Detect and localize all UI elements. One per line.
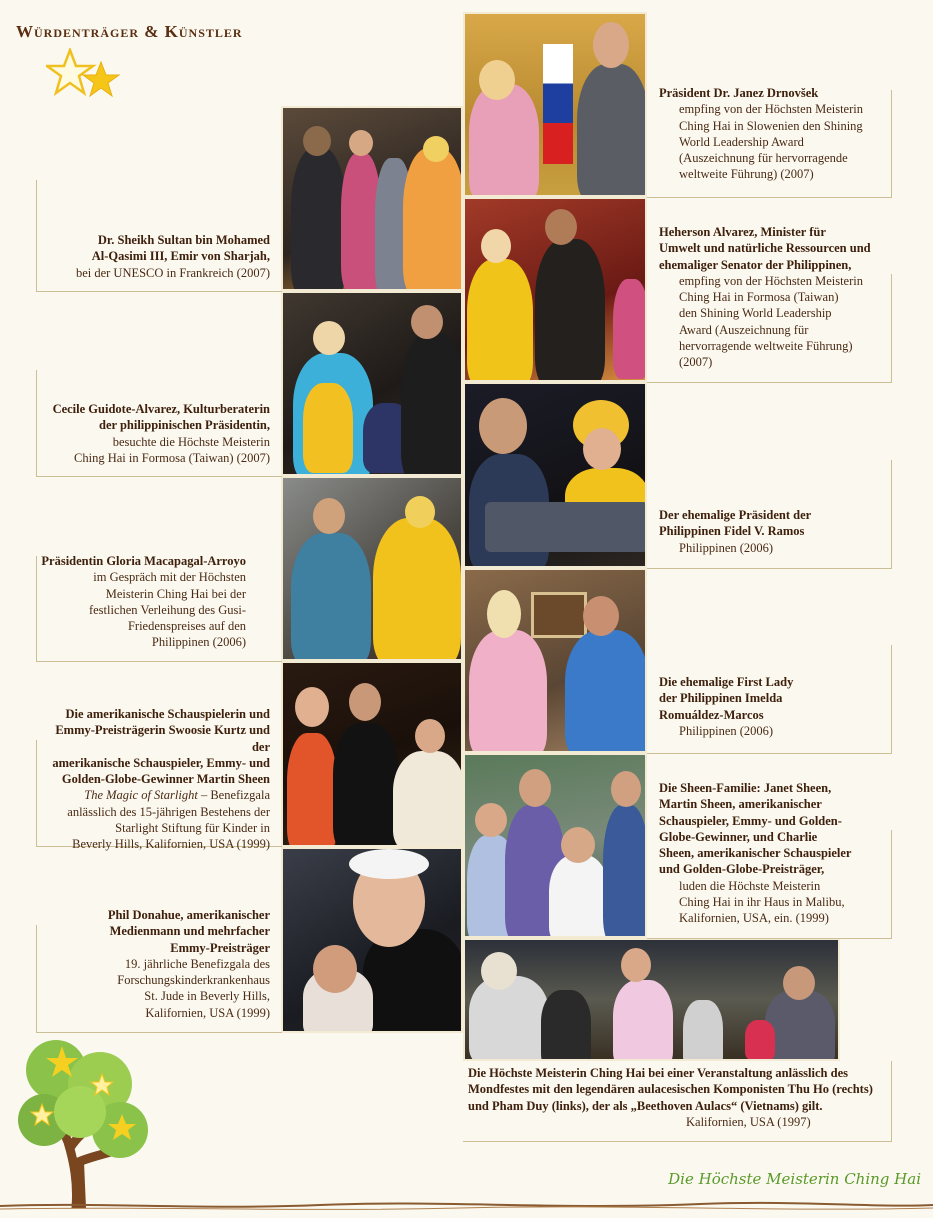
caption-name: der Philippinen Imelda [659,691,783,706]
caption-name: Präsidentin Gloria Macapagal-Arroyo [41,554,246,568]
caption-name: Der ehemalige Präsident der [659,508,812,522]
caption-phil-donahue [40,907,270,1021]
caption-desc: Philippinen (2006) [151,635,246,650]
caption-name: Phil Donahue, amerikanischer [107,908,270,922]
caption-name: Romuáldez-Marcos [659,707,764,722]
caption-name: Martin Sheen, amerikanischer [659,797,822,812]
caption-moon-festival [468,1065,883,1130]
caption-name: amerikanische Schauspieler, Emmy- und [52,755,270,770]
caption-desc: Philippinen (2006) [679,723,774,738]
caption-desc: Forschungskinderkrankenhaus [117,973,270,988]
caption-desc: hervorragende weltweite Führung) [679,339,853,354]
photo-heherson-alvarez [463,197,647,382]
caption-desc: festlichen Verleihung des Gusi- [88,602,246,617]
caption-name: Die ehemalige First Lady [659,675,794,689]
caption-name: Dr. Sheikh Sultan bin Mohamed [97,233,270,247]
caption-desc: Award (Auszeichnung für [679,322,809,337]
caption-name: und Golden-Globe-Preisträger, [659,862,825,877]
caption-name: Medienmann und mehrfacher [109,924,270,939]
photo-sheen-family [463,753,647,938]
caption-janez-drnovsek [659,85,884,183]
photo-sheikh-sultan [281,106,463,291]
ground-line [0,1196,933,1218]
caption-desc: Philippinen (2006) [679,540,774,555]
caption-desc: 19. jährliche Benefizgala des [124,956,270,971]
signature: Die Höchste Meisterin Ching Hai [668,1170,921,1188]
photo-phil-donahue [281,847,463,1033]
caption-name: und Pham Duy (links), der als „Beethoven Aulacs“ (Vietnams) gilt. [468,1098,823,1113]
caption-name: Cecile Guidote-Alvarez, Kulturberaterin [52,402,270,416]
photo-cecile-guidote [281,291,463,476]
caption-heherson-alvarez [659,224,884,371]
caption-sheikh-sultan [40,232,270,281]
caption-desc: St. Jude in Beverly Hills, [144,989,270,1004]
caption-name: Die amerikanische Schauspielerin und [65,707,270,721]
caption-name: Golden-Globe-Gewinner Martin Sheen [61,772,270,787]
caption-desc: Ching Hai in Formosa (Taiwan) [679,290,839,305]
photo-imelda-marcos [463,568,647,753]
caption-desc-suffix: – Benefizgala [197,788,270,803]
photo-moon-festival [463,938,840,1061]
caption-name: Mondfestes mit den legendären aulacesischen Komponisten Thu Ho (rechts) [468,1082,873,1097]
caption-name: ehemaliger Senator der Philippinen, [659,257,852,272]
caption-desc: Beverly Hills, Kalifornien, USA (1999) [72,837,270,852]
caption-desc: Ching Hai in Slowenien den Shining [679,118,863,133]
caption-desc: Starlight Stiftung für Kinder in [115,821,270,836]
photo-gloria-arroyo [281,476,463,661]
caption-desc: (2007) [679,355,713,370]
caption-name: Globe-Gewinner, und Charlie [659,829,818,844]
photo-janez-drnovsek [463,12,647,197]
caption-desc: empfing von der Höchsten Meisterin [679,273,863,288]
caption-name: Die Höchste Meisterin Ching Hai bei einer Veranstaltung anlässlich des [468,1066,848,1080]
caption-name: Philippinen Fidel V. Ramos [659,524,805,539]
caption-desc: Friedenspreises auf den [127,619,246,634]
caption-desc: Ching Hai in ihr Haus in Malibu, [679,895,845,910]
caption-desc: World Leadership Award [679,134,804,149]
caption-desc: anlässlich des 15-jährigen Bestehens der [67,804,270,819]
caption-sheen-family [659,780,884,927]
caption-name: Umwelt und natürliche Ressourcen und [659,241,871,256]
caption-desc: luden die Höchste Meisterin [679,878,821,893]
caption-desc: weltweite Führung) (2007) [679,167,814,182]
caption-desc: im Gespräch mit der Höchsten [93,570,246,585]
caption-fidel-ramos [659,507,884,556]
caption-name: der philippinischen Präsidentin, [99,418,270,433]
star-icon [46,48,122,98]
caption-desc: Kalifornien, USA (1997) [686,1114,811,1129]
caption-desc: (Auszeichnung für hervorragende [679,151,848,166]
event-title: The Magic of Starlight [84,788,198,803]
caption-desc: besuchte die Höchste Meisterin [112,434,270,449]
page-title: Würdenträger & Künstler [16,22,243,41]
caption-desc: Kalifornien, USA, ein. (1999) [679,911,829,926]
caption-desc: bei der UNESCO in Frankreich (2007) [75,265,270,280]
caption-desc: den Shining World Leadership [679,306,832,321]
caption-desc: Kalifornien, USA (1999) [145,1005,270,1020]
caption-desc: Meisterin Ching Hai bei der [105,586,246,601]
caption-name: Präsident Dr. Janez Drnovšek [659,86,819,100]
caption-name: Sheen, amerikanischer Schauspieler [659,846,852,861]
caption-desc: empfing von der Höchsten Meisterin [679,102,863,117]
caption-name: Schauspieler, Emmy- und Golden- [659,813,842,828]
caption-kurtz-sheen [40,706,270,853]
caption-desc [40,787,270,803]
caption-name: Emmy-Preisträgerin Swoosie Kurtz und der [55,723,270,754]
caption-name: Al-Qasimi III, Emir von Sharjah, [91,249,270,264]
caption-cecile-guidote [40,401,270,466]
caption-name: Die Sheen-Familie: Janet Sheen, [659,781,832,795]
caption-name: Emmy-Preisträger [170,940,270,955]
tree-illustration [14,1032,154,1208]
photo-fidel-ramos [463,382,647,568]
caption-name: Heherson Alvarez, Minister für [659,225,826,239]
photo-swoosie-kurtz-martin-sheen [281,661,463,847]
caption-gloria-arroyo [40,553,246,651]
caption-imelda-marcos [659,674,884,739]
caption-desc: Ching Hai in Formosa (Taiwan) (2007) [74,450,270,465]
